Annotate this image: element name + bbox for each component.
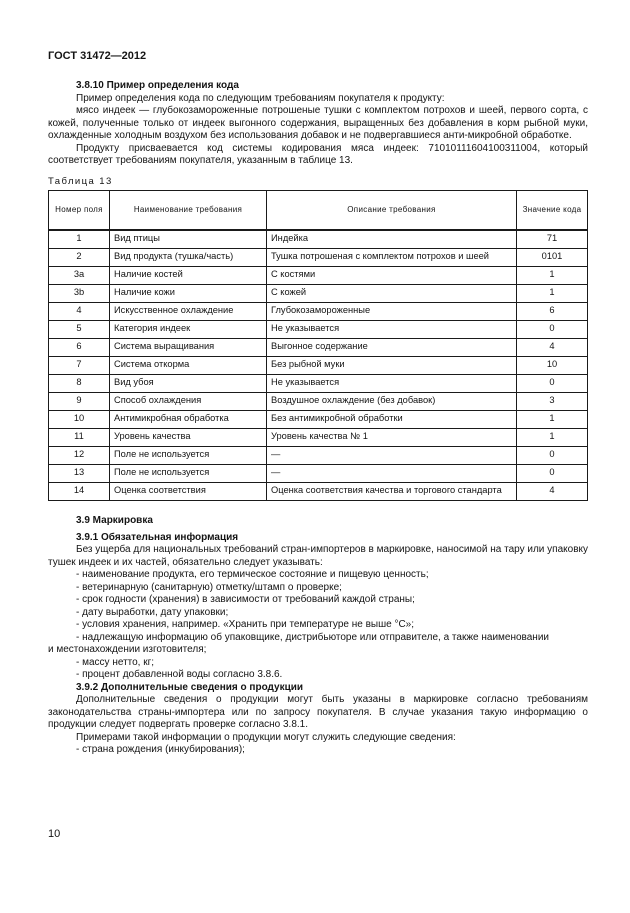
requirement-name-cell: Наличие кожи bbox=[110, 285, 267, 303]
table-row bbox=[49, 483, 588, 501]
field-number-cell: 6 bbox=[49, 339, 110, 357]
section-title-3-9-1: 3.9.1 Обязательная информация bbox=[76, 531, 239, 543]
field-number-cell: 12 bbox=[49, 447, 110, 465]
table-row bbox=[49, 375, 588, 393]
table-header-row bbox=[49, 191, 588, 231]
paragraph: Дополнительные сведения о продукции могут быть указаны в маркировке согласно требованиям законодательства страны-импортера или по запросу покупателя. В случае указания такую информацию о продукции следует подвергать проверке согласно 3.8.1. bbox=[48, 694, 588, 731]
requirement-name-cell: Уровень качества bbox=[110, 429, 267, 447]
list-item: - наименование продукта, его термическое состояние и пищевую ценность; bbox=[76, 569, 429, 581]
field-number-cell: 13 bbox=[49, 465, 110, 483]
requirement-name-cell: Система откорма bbox=[110, 357, 267, 375]
code-value-cell: 6 bbox=[517, 303, 588, 321]
list-item: - массу нетто, кг; bbox=[76, 656, 155, 668]
requirement-name-cell: Наличие костей bbox=[110, 267, 267, 285]
page-content bbox=[48, 80, 588, 757]
field-number-cell: 10 bbox=[49, 411, 110, 429]
code-value-cell: 0 bbox=[517, 321, 588, 339]
paragraph: Пример определения кода по следующим требованиям покупателя к продукту: bbox=[76, 92, 445, 104]
field-number-cell: 14 bbox=[49, 483, 110, 501]
requirement-description-cell: Не указывается bbox=[267, 375, 517, 393]
requirement-name-cell: Поле не используется bbox=[110, 465, 267, 483]
paragraph: Продукту присваевается код системы кодирования мяса индеек: 71010111604100311004, который соответствует требованиям покупателя, указанным в таблице 13. bbox=[48, 142, 588, 166]
code-value-cell: 4 bbox=[517, 339, 588, 357]
requirement-name-cell: Оценка соответствия bbox=[110, 483, 267, 501]
list-item: - условия хранения, например. «Хранить при температуре не выше °С»; bbox=[76, 619, 415, 631]
table-caption: Таблица 13 bbox=[48, 175, 113, 187]
section-title-3-9: 3.9 Маркировка bbox=[76, 515, 153, 527]
page-number: 10 bbox=[48, 828, 61, 840]
requirement-name-cell: Система выращивания bbox=[110, 339, 267, 357]
code-value-cell: 0 bbox=[517, 375, 588, 393]
code-value-cell: 71 bbox=[517, 230, 588, 249]
code-value-cell: 1 bbox=[517, 285, 588, 303]
field-number-cell: 4 bbox=[49, 303, 110, 321]
requirement-description-cell: Тушка потрошеная с комплектом потрохов и шеей bbox=[267, 249, 517, 267]
paragraph: мясо индеек — глубокозамороженные потрошеные тушки с комплектом потрохов и шеей, первого сорта, с кожей, полученные только от индеек выгонного содержания, выращенных без добавления в корм рыбной муки, охлажденные холодным воздухом без использования добавок и не подвергавшиеся анти-микробной обработке. bbox=[48, 105, 588, 141]
document-code: ГОСТ 31472—2012 bbox=[48, 50, 147, 62]
table-row bbox=[49, 447, 588, 465]
code-value-cell: 1 bbox=[517, 267, 588, 285]
code-requirements-table bbox=[48, 190, 588, 501]
requirement-name-cell: Вид продукта (тушка/часть) bbox=[110, 249, 267, 267]
requirement-description-cell: Уровень качества № 1 bbox=[267, 429, 517, 447]
list-item: - страна рождения (инкубирования); bbox=[76, 744, 245, 756]
table-row bbox=[49, 303, 588, 321]
list-item: - ветеринарную (санитарную) отметку/штамп о проверке; bbox=[76, 581, 342, 593]
requirement-name-cell: Вид убоя bbox=[110, 375, 267, 393]
section-title-3-8-10: 3.8.10 Пример определения кода bbox=[76, 80, 239, 91]
field-number-cell: 11 bbox=[49, 429, 110, 447]
requirement-description-cell: Глубокозамороженные bbox=[267, 303, 517, 321]
list-item: - срок годности (хранения) в зависимости от требований каждой страны; bbox=[76, 594, 415, 606]
header-requirement-name: Наименование требования bbox=[110, 191, 267, 231]
requirement-name-cell: Способ охлаждения bbox=[110, 393, 267, 411]
field-number-cell: 8 bbox=[49, 375, 110, 393]
requirement-name-cell: Категория индеек bbox=[110, 321, 267, 339]
code-value-cell: 1 bbox=[517, 429, 588, 447]
table-row bbox=[49, 393, 588, 411]
header-requirement-description: Описание требования bbox=[267, 191, 517, 231]
code-value-cell: 4 bbox=[517, 483, 588, 501]
field-number-cell: 1 bbox=[49, 230, 110, 249]
requirement-description-cell: Оценка соответствия качества и торгового стандарта bbox=[267, 483, 517, 501]
field-number-cell: 5 bbox=[49, 321, 110, 339]
requirement-description-cell: Без антимикробной обработки bbox=[267, 411, 517, 429]
requirement-name-cell: Искусственное охлаждение bbox=[110, 303, 267, 321]
requirement-name-cell: Поле не используется bbox=[110, 447, 267, 465]
requirement-description-cell: С костями bbox=[267, 267, 517, 285]
field-number-cell: 3а bbox=[49, 267, 110, 285]
field-number-cell: 7 bbox=[49, 357, 110, 375]
paragraph: Без ущерба для национальных требований стран-импортеров в маркировке, наносимой на тару или упаковку тушек индеек и их частей, обязательно следует указывать: bbox=[48, 544, 588, 568]
list-item: - процент добавленной воды согласно 3.8.6. bbox=[76, 669, 283, 681]
table-row bbox=[49, 285, 588, 303]
field-number-cell: 9 bbox=[49, 393, 110, 411]
header-field-number: Номер поля bbox=[49, 191, 110, 231]
table-row bbox=[49, 230, 588, 249]
list-item: - надлежащую информацию об упаковщике, дистрибьюторе или отправителе, а также наименовании bbox=[76, 631, 550, 643]
requirement-description-cell: С кожей bbox=[267, 285, 517, 303]
table-row bbox=[49, 357, 588, 375]
table-row bbox=[49, 411, 588, 429]
table-row bbox=[49, 267, 588, 285]
table-row bbox=[49, 429, 588, 447]
requirement-description-cell: Индейка bbox=[267, 230, 517, 249]
code-value-cell: 0 bbox=[517, 447, 588, 465]
field-number-cell: 2 bbox=[49, 249, 110, 267]
code-value-cell: 0101 bbox=[517, 249, 588, 267]
code-value-cell: 10 bbox=[517, 357, 588, 375]
section-title-3-9-2: 3.9.2 Дополнительные сведения о продукции bbox=[76, 681, 304, 693]
requirement-description-cell: Не указывается bbox=[267, 321, 517, 339]
paragraph: Примерами такой информации о продукции могут служить следующие сведения: bbox=[76, 731, 456, 743]
list-item: - дату выработки, дату упаковки; bbox=[76, 606, 229, 618]
table-row bbox=[49, 321, 588, 339]
header-code-value: Значение кода bbox=[517, 191, 588, 231]
table-body bbox=[49, 230, 588, 501]
requirement-description-cell: — bbox=[267, 465, 517, 483]
code-value-cell: 1 bbox=[517, 411, 588, 429]
requirement-description-cell: Воздушное охлаждение (без добавок) bbox=[267, 393, 517, 411]
code-value-cell: 0 bbox=[517, 465, 588, 483]
table-row bbox=[49, 465, 588, 483]
requirement-description-cell: — bbox=[267, 447, 517, 465]
table-row bbox=[49, 249, 588, 267]
code-value-cell: 3 bbox=[517, 393, 588, 411]
requirement-name-cell: Вид птицы bbox=[110, 230, 267, 249]
table-row bbox=[49, 339, 588, 357]
requirement-description-cell: Выгонное содержание bbox=[267, 339, 517, 357]
requirement-description-cell: Без рыбной муки bbox=[267, 357, 517, 375]
requirement-name-cell: Антимикробная обработка bbox=[110, 411, 267, 429]
field-number-cell: 3b bbox=[49, 285, 110, 303]
list-item-continuation: и местонахождении изготовителя; bbox=[48, 644, 207, 656]
